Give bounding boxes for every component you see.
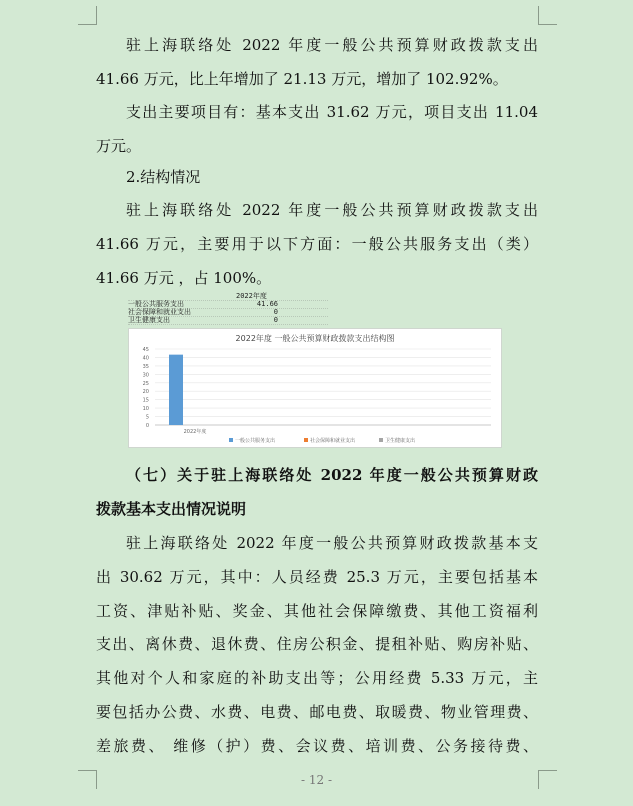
bar-chart	[128, 328, 502, 448]
bar	[169, 355, 183, 425]
x-tick-label: 2022年度	[183, 429, 207, 435]
chart-title: 2022年度 一般公共预算财政拨款支出结构图	[235, 334, 395, 343]
text-line: 41.66 万元 ，占 100%。	[96, 268, 272, 287]
text-line: 拨款基本支出情况说明	[96, 499, 247, 518]
text-line: 驻上海联络处 2022 年度一般公共预算财政拨款支出	[126, 201, 538, 219]
legend-swatch	[304, 438, 308, 442]
sheet-row-value: 41.66	[256, 300, 278, 308]
y-tick-label: 5	[145, 414, 149, 421]
y-tick-label: 45	[142, 347, 149, 353]
y-tick-label: 40	[142, 355, 149, 362]
section-heading-basic-expenditure	[96, 459, 538, 527]
sheet-row-label: 一般公共服务支出	[128, 300, 184, 308]
text-line: 差旅费、 维修（护）费、会议费、培训费、公务接待费、	[96, 736, 538, 755]
chart-plot	[129, 329, 501, 447]
text-line: 41.66 万元，比上年增加了 21.13 万元，增加了 102.92%。	[96, 69, 508, 88]
sheet-row-value: 0	[273, 316, 278, 324]
paragraph-structure-heading	[96, 161, 538, 195]
legend-label: 卫生健康支出	[385, 438, 416, 444]
text-line: 41.66 万元，主要用于以下方面：一般公共服务支出（类）	[96, 234, 538, 253]
text-line: 其他对个人和家庭的补助支出等；公用经费 5.33 万元，主	[96, 669, 538, 688]
paragraph-structure	[96, 194, 538, 295]
legend-swatch	[379, 438, 383, 442]
sheet-row-label: 社会保障和就业支出	[128, 308, 191, 316]
paragraph-basic-expenditure	[96, 527, 538, 764]
sheet-header: 2022年度	[236, 292, 267, 300]
text-line: 工资、津贴补贴、奖金、其他社会保障缴费、其他工资福利	[96, 601, 538, 620]
sheet-row-label: 卫生健康支出	[128, 316, 170, 324]
y-tick-label: 15	[142, 397, 149, 404]
page-number: - 12 -	[300, 773, 332, 787]
crop-mark-top-left	[78, 6, 97, 25]
text-line: 支出主要项目有：基本支出 31.62 万元，项目支出 11.04	[126, 103, 538, 121]
paragraph-total-expenditure	[96, 29, 538, 97]
paragraph-main-items	[96, 96, 538, 164]
y-tick-label: 35	[142, 363, 149, 370]
y-tick-label: 20	[142, 389, 149, 396]
sheet-table	[128, 292, 288, 324]
text-line: （七）关于驻上海联络处 2022 年度一般公共预算财政	[126, 466, 538, 484]
crop-mark-top-right	[538, 6, 557, 25]
sheet-row-value: 0	[273, 308, 278, 316]
text-line: 驻上海联络处 2022 年度一般公共预算财政拨款基本支	[126, 534, 538, 552]
text-line: 驻上海联络处 2022 年度一般公共预算财政拨款支出	[126, 36, 538, 54]
y-tick-label: 25	[142, 380, 149, 387]
y-tick-label: 0	[145, 423, 149, 429]
y-tick-label: 10	[142, 406, 149, 413]
text-line: 要包括办公费、水费、电费、邮电费、取暖费、物业管理费、	[96, 702, 538, 721]
text-line: 支出、离休费、退休费、住房公积金、提租补贴、购房补贴、	[96, 635, 538, 654]
legend-swatch	[229, 438, 233, 442]
legend-label: 社会保障和就业支出	[310, 438, 356, 444]
text-line: 2.结构情况	[126, 168, 201, 186]
y-tick-label: 30	[142, 372, 149, 379]
legend-label: 一般公共服务支出	[235, 438, 276, 444]
embedded-spreadsheet	[128, 292, 503, 450]
text-line: 出 30.62 万元，其中：人员经费 25.3 万元，主要包括基本	[96, 567, 538, 586]
text-line: 万元。	[96, 136, 142, 155]
